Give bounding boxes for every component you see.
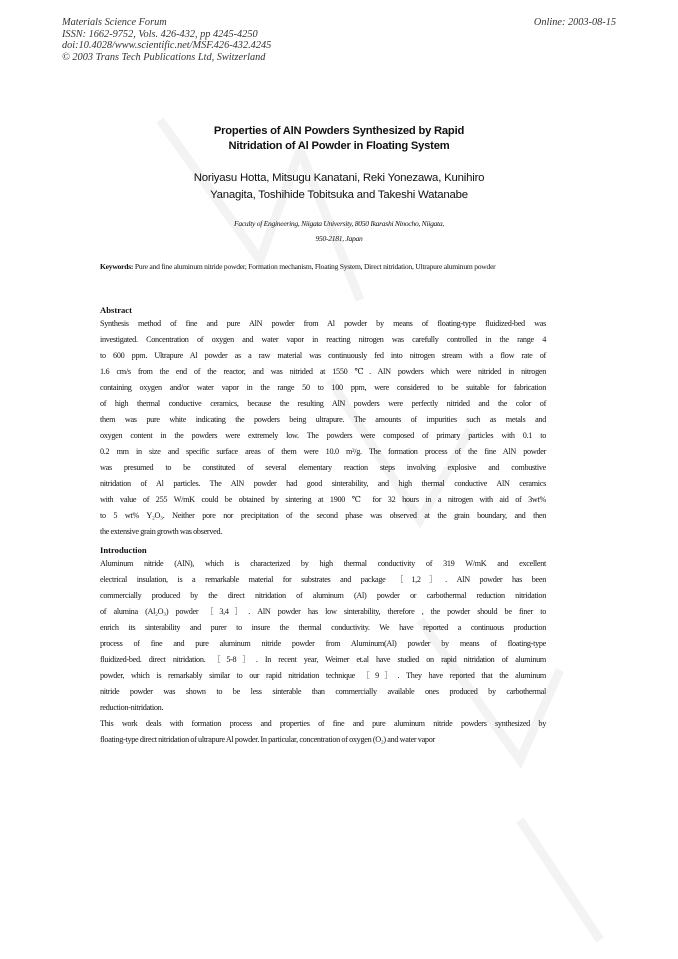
paper-title (100, 124, 578, 153)
keywords-label: Keywords: (100, 262, 134, 271)
authors-line-1: Noriyasu Hotta, Mitsugu Kanatani, Reki Yonezawa, Kunihiro (193, 172, 485, 184)
introduction-line: commercially produced by the direct nitridation of aluminum (Al) powder or carbothermal reduction nitridation (100, 591, 546, 600)
authors-line-2: Yanagita, Toshihide Tobitsuka and Takeshi Watanabe (210, 188, 468, 201)
abstract-line: was presumed to be constituted of several elementary reaction steps involving explosive and combustive (100, 463, 546, 472)
abstract-line: with value of 255 W/mK could be obtained by sintering at 1900 ℃ for 32 hours in a nitrogen with aid of 3wt% (100, 495, 546, 504)
introduction-line: floating-type direct nitridation of ultrapure Al powder. In particular, concentration of oxygen (O₂) and water vapor (100, 735, 435, 744)
keywords (100, 260, 545, 275)
introduction-line: process of fine and pure aluminum nitride powder from Aluminum(Al) powder by means of floating-type (100, 639, 546, 648)
introduction-line: electrical insulation, is a remarkable material for substrates and package ［1,2］. AlN powder has been (100, 575, 546, 584)
abstract-line: the extensive grain growth was observed. (100, 527, 223, 536)
introduction-line: fluidized-bed. direct nitridation. ［5-8］. In recent year, Weimer et.al have studied on rapid nitridation of aluminum (100, 655, 546, 664)
introduction-line: This work deals with formation process and properties of fine and pure aluminum nitride powders synthesized by (100, 719, 546, 728)
title-line-2: Nitridation of Al Powder in Floating System (228, 139, 450, 152)
introduction-body (100, 556, 546, 748)
introduction-line: powder, which is remarkably similar to our rapid nitridation technique ［9］. They have reported that the aluminum (100, 671, 546, 680)
abstract-line: of high thermal conductive ceramics, because the resulting AlN powders were perfectly nitrided and the color of (100, 399, 546, 408)
journal-name: Materials Science Forum (62, 17, 167, 28)
affiliation-line-1: Faculty of Engineering, Niigata University, 8050 Ikarashi Ninocho, Niigata, (234, 219, 444, 228)
introduction-line: nitride powder was shown to be less sinterable than commercially available ones produced by carbothermal (100, 687, 546, 696)
doi-link[interactable]: doi:10.4028/www.scientific.net/MSF.426-432.4245 (62, 40, 272, 52)
author-list (100, 170, 578, 203)
abstract-heading: Abstract (100, 305, 132, 315)
abstract-line: investigated. Concentration of oxygen and water vapor in reacting nitrogen was carefully controlled in the range 4 (100, 335, 546, 344)
abstract-line: 1.6 cm/s from the end of the reactor, and was nitrided at 1550 ℃. AlN powders which were nitrided in nitrogen (100, 367, 546, 376)
abstract-line: Synthesis method of fine and pure AlN powder from Al powder by means of floating-type fluidized-bed was (100, 319, 546, 328)
abstract-line: oxygen content in the powders were extremely low. The powders were composed of primary particles with 0.1 to (100, 431, 546, 440)
affiliation (150, 216, 528, 246)
abstract-line: to 600 ppm. Ultrapure Al powder as a raw material was continuously fed into nitrogen stream with a flow rate of (100, 351, 546, 360)
abstract-line: nitridation of Al particles. The AlN powder had good sinterability, and high thermal conductive AlN ceramics (100, 479, 546, 488)
copyright-line: © 2003 Trans Tech Publications Ltd, Switzerland (62, 51, 266, 63)
title-line-1: Properties of AlN Powders Synthesized by Rapid (213, 125, 465, 137)
journal-header (62, 17, 271, 63)
introduction-line: of alumina (Al₂O₃) powder ［3,4］. AlN powder has low sinterability, therefore , the powder should be finer to (100, 607, 546, 616)
abstract-line: containing oxygen and/or water vapor in the range 50 to 100 ppm, were considered to be suitable for fabrication (100, 383, 546, 392)
abstract-line: them was pure white indicating the powders being ultrapure. The amounts of impurities such as metals and (100, 415, 546, 424)
keywords-text: Pure and fine aluminum nitride powder, Formation mechanism, Floating System, Direct nitridation, Ultrapure aluminum powder (134, 262, 496, 271)
abstract-body (100, 316, 546, 540)
introduction-line: Aluminum nitride (AlN), which is characterized by high thermal conductivity of 319 W/mK and excellent (100, 559, 546, 568)
abstract-line: to 5 wt% Y₂O₃. Neither pore nor precipitation of the second phase was observed at the grain boundary, and then (100, 511, 546, 520)
issn-line: ISSN: 1662-9752, Vols. 426-432, pp 4245-4250 (62, 28, 258, 40)
online-date: Online: 2003-08-15 (533, 17, 616, 28)
introduction-heading: Introduction (100, 545, 147, 555)
affiliation-line-2: 950-2181, Japan (315, 234, 363, 243)
introduction-line: enrich its sinterability and purer to insure the thermal conductivity. We have reported a continuous production (100, 623, 546, 632)
abstract-line: 0.2 mm in size and specific surface areas of them were 10.0 m²/g. The formation process of the fine AlN powder (100, 447, 546, 456)
introduction-line: reduction-nitridation. (100, 703, 164, 712)
